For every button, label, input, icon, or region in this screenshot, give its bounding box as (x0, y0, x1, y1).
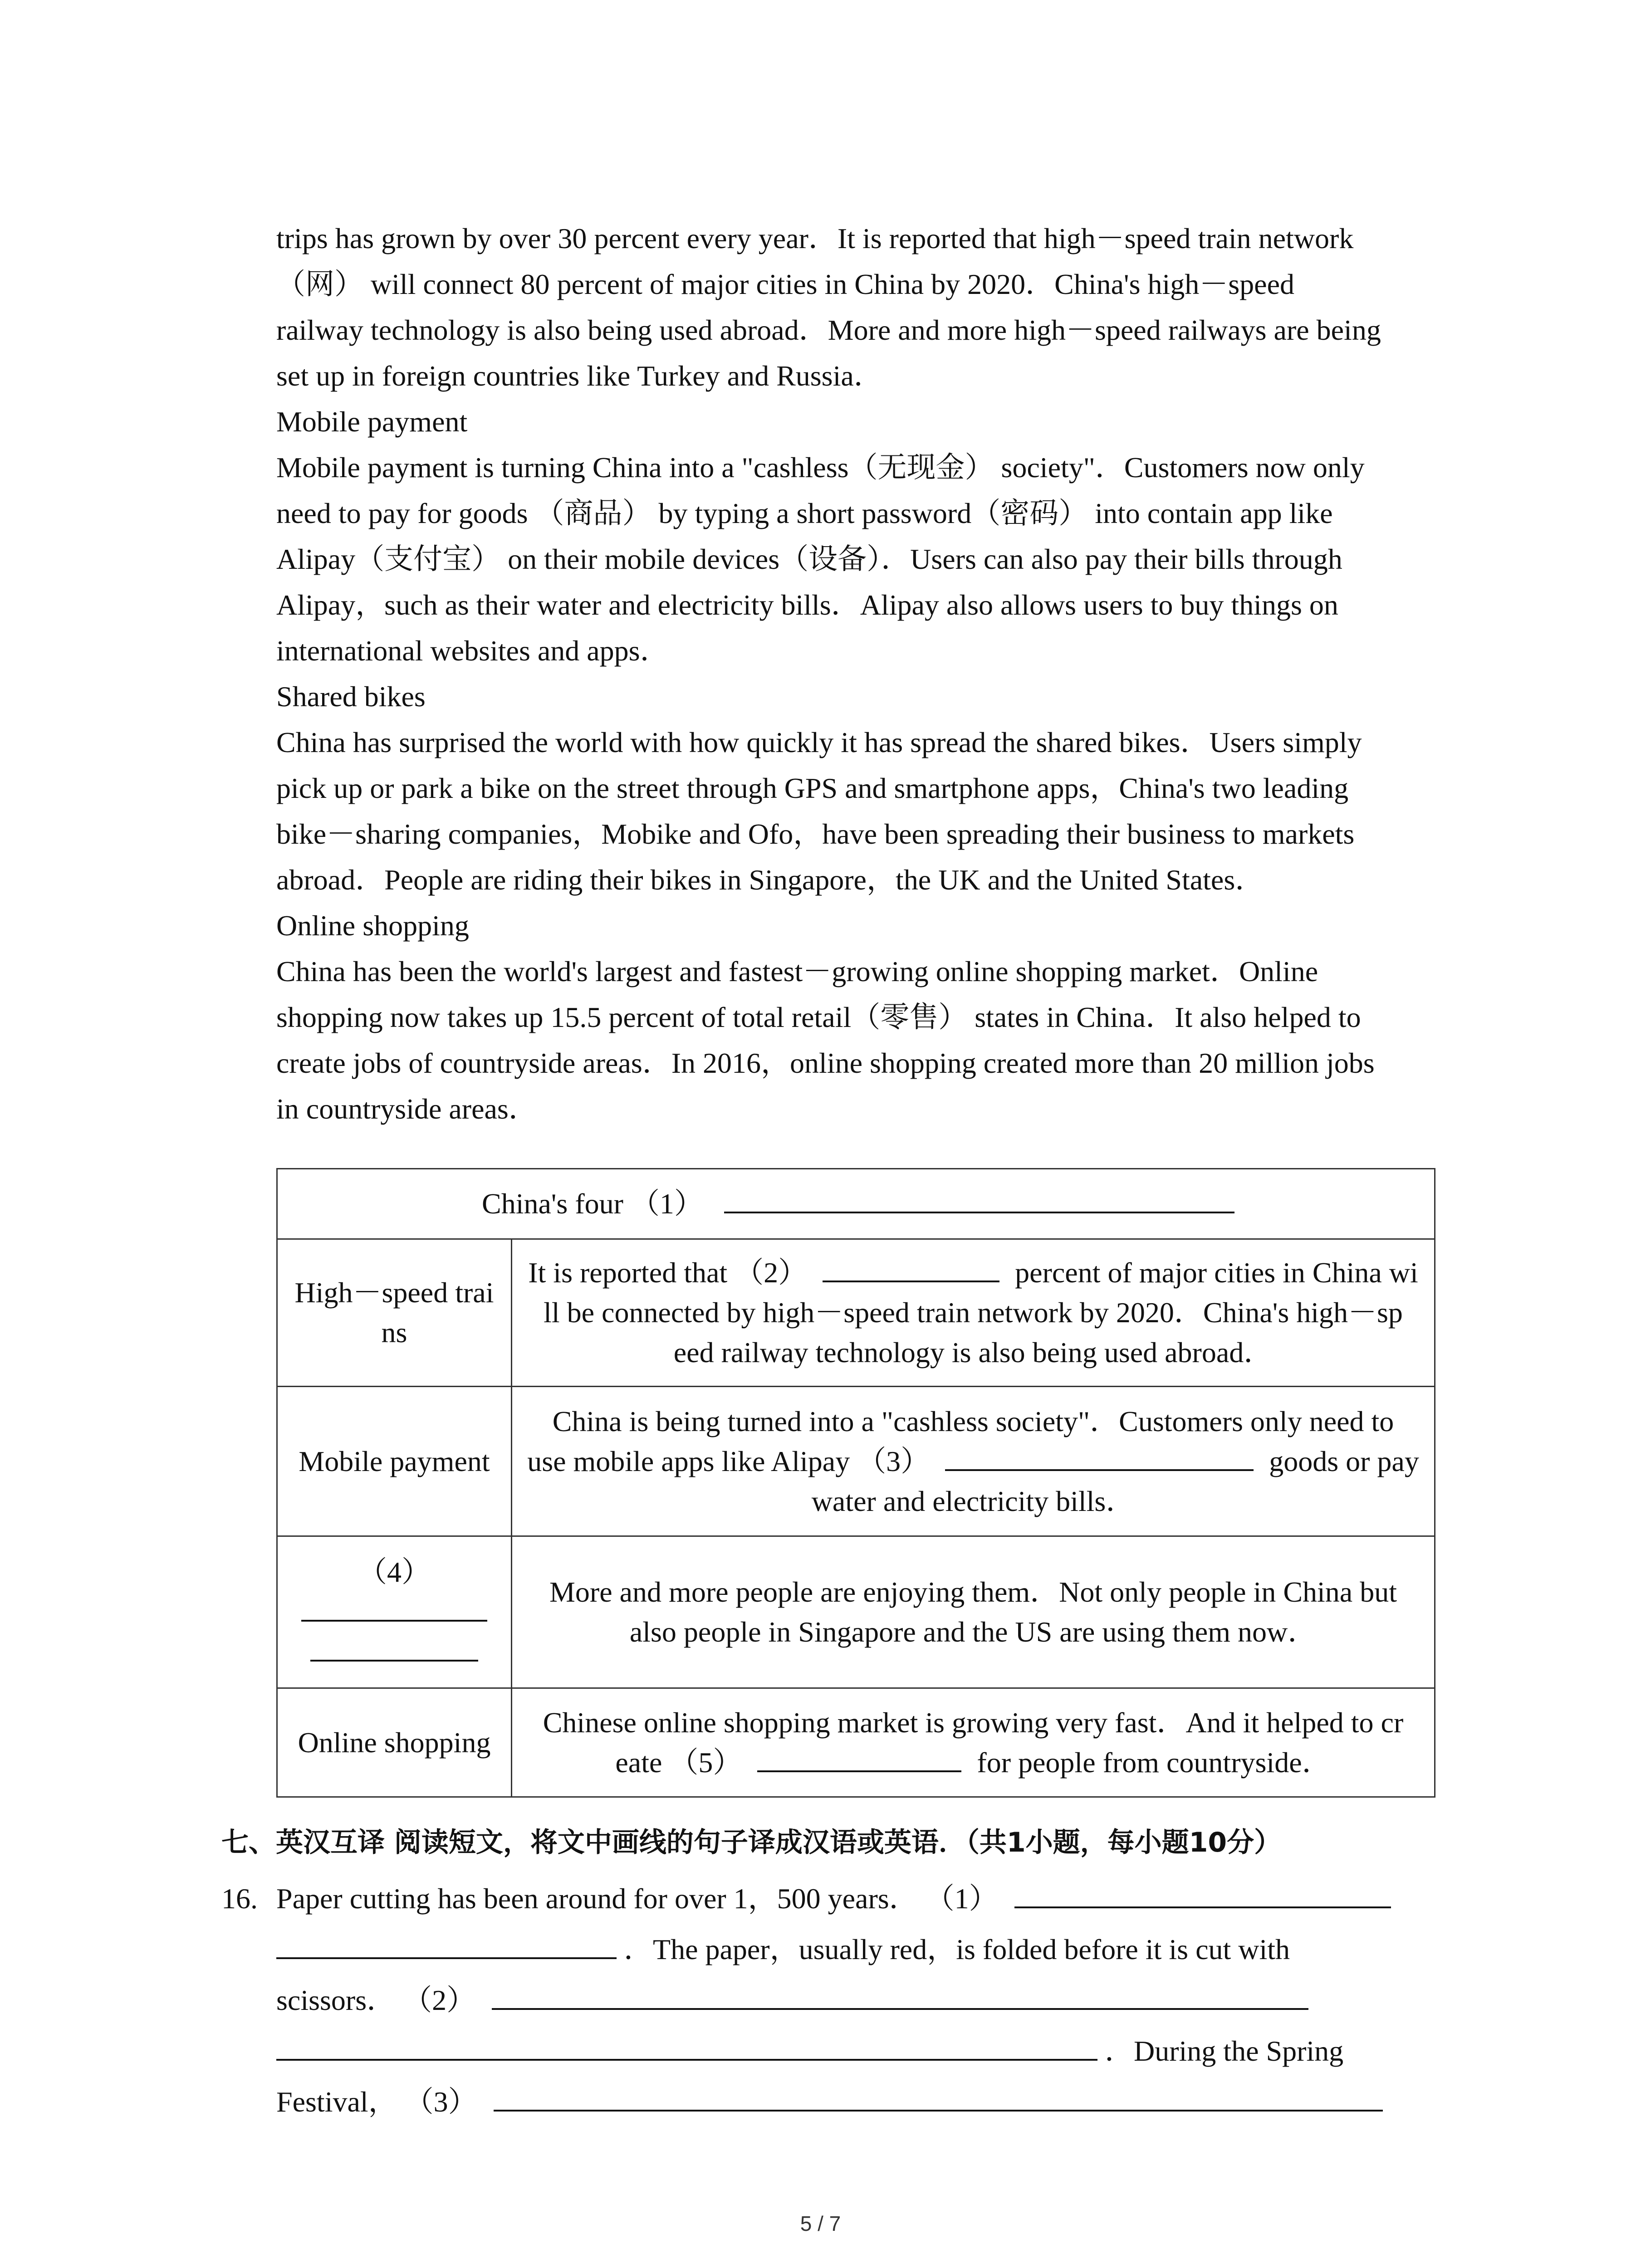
passage-line: need to pay for goods （商品） by typing a short password（密码） into contain app like (276, 497, 1333, 529)
passage-line: bike－sharing companies，Mobike and Ofo，have been spreading their business to markets (276, 818, 1355, 850)
mobile-payment-heading: Mobile payment (276, 406, 468, 438)
blank-2[interactable] (823, 1253, 999, 1282)
section-seven-title: 七、英汉互译 阅读短文，将文中画线的句子译成汉语或英语．（共1小题，每小题10分） (221, 1827, 1282, 1858)
row-label: High－speed trai (294, 1276, 494, 1309)
blank-3[interactable] (945, 1442, 1254, 1471)
translation-blank-1[interactable] (1014, 1879, 1391, 1908)
row-label-cell (277, 1536, 512, 1688)
row-label-cell (277, 1387, 512, 1536)
passage-line: set up in foreign countries like Turkey and Russia． (276, 360, 883, 392)
row-text: percent of major cities in China wi (1015, 1256, 1418, 1289)
row-label: （4） (358, 1556, 431, 1588)
passage-line: China has surprised the world with how quickly it has spread the shared bikes．Users simply (276, 726, 1362, 758)
passage-line: trips has grown by over 30 percent every year．It is reported that high－speed train network (276, 222, 1354, 254)
table-row (277, 1387, 1435, 1536)
passage-line: （网） will connect 80 percent of major cities in China by 2020．China's high－speed (276, 268, 1294, 300)
passage-line: create jobs of countryside areas．In 2016，online shopping created more than 20 million jobs (276, 1047, 1375, 1079)
row-text: ll be connected by high－speed train network by 2020．China's high－sp (544, 1296, 1403, 1329)
shared-bikes-heading: Shared bikes (276, 680, 426, 713)
row-text: eate （5） (615, 1746, 742, 1779)
blank-1[interactable] (724, 1184, 1234, 1213)
row-label-cell (277, 1239, 512, 1387)
row-text: It is reported that （2） (528, 1256, 808, 1289)
translation-blank-3[interactable] (494, 2082, 1383, 2112)
passage-line: international websites and apps． (276, 635, 669, 667)
passage-line: Alipay，such as their water and electricity bills．Alipay also allows users to buy things on (276, 589, 1338, 621)
summary-table (276, 1168, 1435, 1798)
shared-bikes-paragraph (276, 719, 1456, 903)
intro-paragraph (276, 215, 1456, 399)
table-row (277, 1239, 1435, 1387)
table-title-cell (277, 1169, 1435, 1239)
translation-blank-2-cont[interactable] (276, 2032, 1097, 2061)
question-text: ．The paper，usually red，is folded before it is cut with (624, 1933, 1290, 1965)
passage-line: Alipay（支付宝） on their mobile devices（设备）．Users can also pay their bills through (276, 543, 1342, 575)
row-content-cell (512, 1387, 1435, 1536)
row-label: ns (381, 1316, 407, 1349)
row-content-cell (512, 1536, 1435, 1688)
row-text: use mobile apps like Alipay （3） (527, 1445, 930, 1477)
passage-line: shopping now takes up 15.5 percent of total retail（零售） states in China．It also helped to (276, 1001, 1361, 1033)
online-shopping-paragraph (276, 948, 1456, 1132)
row-text: Chinese online shopping market is growing very fast．And it helped to cr (543, 1706, 1404, 1739)
row-content-cell (512, 1239, 1435, 1387)
translation-blank-1-cont[interactable] (276, 1930, 617, 1959)
question-text: Paper cutting has been around for over 1，500 years． （1） (276, 1882, 998, 1915)
row-text: water and electricity bills． (811, 1485, 1135, 1517)
question-text: Festival， （3） (276, 2086, 477, 2118)
reading-passage (276, 215, 1456, 1132)
row-label: Mobile payment (299, 1445, 490, 1477)
blank-4[interactable] (301, 1593, 487, 1622)
row-content-cell (512, 1688, 1435, 1797)
row-text: for people from countryside． (977, 1746, 1331, 1779)
mobile-payment-paragraph (276, 445, 1456, 674)
row-label-cell (277, 1688, 512, 1797)
blank-5[interactable] (757, 1743, 961, 1772)
question-number: 16. (221, 1882, 258, 1915)
question-text: scissors． （2） (276, 1984, 476, 2016)
question-text: ．During the Spring (1105, 2035, 1344, 2067)
blank-4-cont[interactable] (310, 1633, 478, 1662)
passage-line: Mobile payment is turning China into a "cashless（无现金） society"．Customers now only (276, 451, 1365, 484)
passage-line: railway technology is also being used abroad．More and more high－speed railways are being (276, 314, 1381, 346)
passage-line: pick up or park a bike on the street through GPS and smartphone apps，China's two leading (276, 772, 1349, 804)
row-text: More and more people are enjoying them．Not only people in China but (549, 1576, 1397, 1608)
table-row (277, 1688, 1435, 1797)
passage-line: in countryside areas． (276, 1093, 538, 1125)
translation-blank-2[interactable] (492, 1981, 1308, 2010)
row-text: China is being turned into a "cashless society"．Customers only need to (552, 1405, 1394, 1437)
row-text: also people in Singapore and the US are using them now． (629, 1616, 1317, 1648)
page-number: 5 / 7 (800, 2212, 841, 2235)
online-shopping-heading: Online shopping (276, 909, 469, 942)
question-16 (221, 1873, 1446, 2127)
table-title: China's four （1） (482, 1188, 703, 1220)
passage-line: abroad．People are riding their bikes in Singapore，the UK and the United States． (276, 864, 1264, 896)
table-title-row (277, 1169, 1435, 1239)
passage-line: China has been the world's largest and fastest－growing online shopping market．Online (276, 955, 1318, 987)
row-text: goods or pay (1269, 1445, 1419, 1477)
row-text: eed railway technology is also being used abroad． (673, 1336, 1273, 1369)
table-row (277, 1536, 1435, 1688)
row-label: Online shopping (298, 1726, 491, 1759)
